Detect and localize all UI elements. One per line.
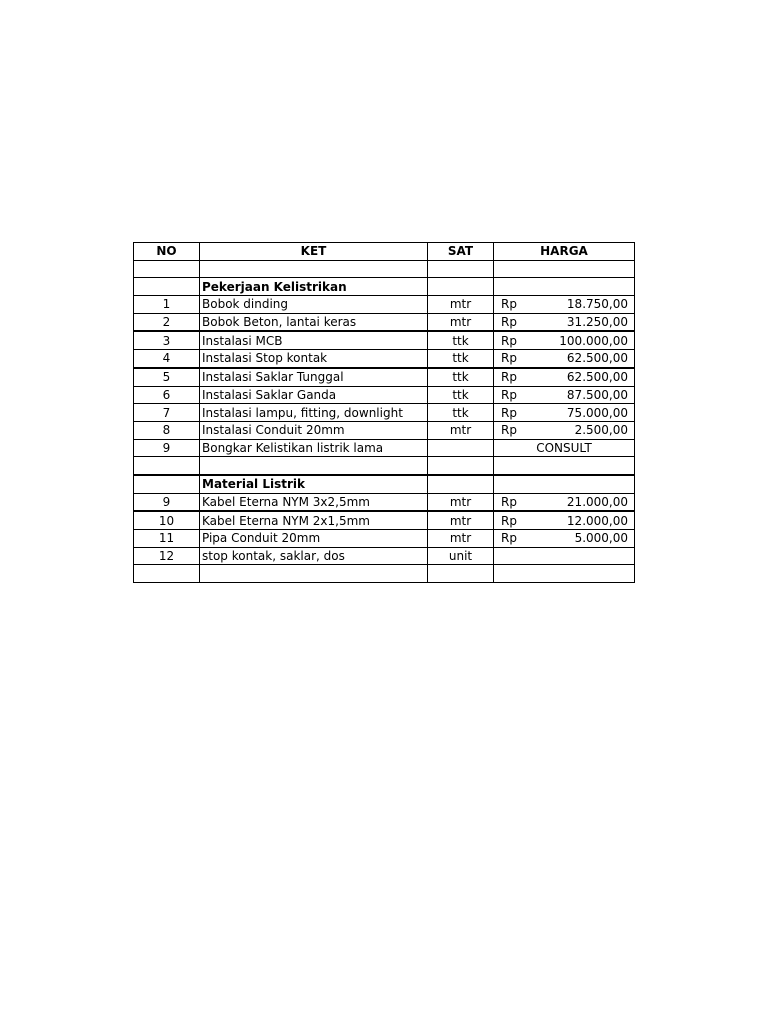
cell-ket: Instalasi Conduit 20mm: [200, 421, 428, 439]
cell-ket: [200, 565, 428, 583]
harga-value: [496, 387, 632, 403]
cell-ket: Instalasi Stop kontak: [200, 350, 428, 368]
cell-ket: Kabel Eterna NYM 2x1,5mm: [200, 511, 428, 529]
amount-value: 5.000,00: [574, 531, 628, 546]
section-title: Pekerjaan Kelistrikan: [200, 278, 428, 296]
cell-sat: ttk: [428, 404, 494, 422]
section-row: [134, 475, 635, 493]
harga-value: [496, 405, 632, 421]
cell-no: 8: [134, 421, 200, 439]
harga-value: [496, 513, 632, 529]
cell-sat: [428, 475, 494, 493]
blank-row: [134, 260, 635, 278]
cell-sat: mtr: [428, 493, 494, 511]
table-row: [134, 547, 635, 565]
cell-sat: [428, 439, 494, 457]
amount-value: 18.750,00: [566, 297, 628, 312]
cell-harga: [494, 565, 635, 583]
cell-ket: [200, 260, 428, 278]
price-list-sheet: [133, 242, 634, 583]
harga-value: [496, 530, 632, 546]
cell-no: [134, 278, 200, 296]
cell-sat: ttk: [428, 331, 494, 349]
harga-value: [496, 350, 632, 366]
table-row: [134, 386, 635, 404]
cell-ket: Instalasi MCB: [200, 331, 428, 349]
header-ket: KET: [200, 243, 428, 261]
cell-harga: [494, 404, 635, 422]
cell-ket: Kabel Eterna NYM 3x2,5mm: [200, 493, 428, 511]
cell-ket: stop kontak, saklar, dos: [200, 547, 428, 565]
cell-harga: [494, 439, 635, 457]
amount-value: 62.500,00: [566, 351, 628, 366]
harga-note: CONSULT: [536, 440, 592, 455]
cell-no: 9: [134, 439, 200, 457]
cell-harga: [494, 260, 635, 278]
cell-harga: [494, 296, 635, 314]
header-harga: HARGA: [494, 243, 635, 261]
cell-harga: [494, 530, 635, 548]
currency-label: Rp: [501, 531, 517, 546]
amount-value: 21.000,00: [566, 494, 628, 509]
cell-harga: [494, 313, 635, 331]
cell-no: [134, 260, 200, 278]
table-row: [134, 313, 635, 331]
header-sat: SAT: [428, 243, 494, 261]
cell-sat: unit: [428, 547, 494, 565]
cell-harga: [494, 368, 635, 386]
cell-ket: Instalasi Saklar Ganda: [200, 386, 428, 404]
harga-value: [496, 314, 632, 330]
cell-sat: ttk: [428, 386, 494, 404]
cell-sat: mtr: [428, 530, 494, 548]
cell-no: 12: [134, 547, 200, 565]
amount-value: 31.250,00: [566, 315, 628, 330]
cell-ket: Bobok dinding: [200, 296, 428, 314]
cell-ket: Instalasi Saklar Tunggal: [200, 368, 428, 386]
blank-row: [134, 565, 635, 583]
cell-sat: ttk: [428, 368, 494, 386]
currency-label: Rp: [501, 333, 517, 348]
cell-no: 10: [134, 511, 200, 529]
harga-value: [496, 422, 632, 438]
table-row: [134, 530, 635, 548]
cell-sat: ttk: [428, 350, 494, 368]
cell-harga: [494, 457, 635, 475]
cell-no: 11: [134, 530, 200, 548]
currency-label: Rp: [501, 405, 517, 420]
harga-value: [496, 296, 632, 312]
header-no: NO: [134, 243, 200, 261]
blank-row: [134, 457, 635, 475]
table-row: [134, 511, 635, 529]
cell-no: 2: [134, 313, 200, 331]
cell-no: [134, 565, 200, 583]
section-title: Material Listrik: [200, 475, 428, 493]
currency-label: Rp: [501, 423, 517, 438]
cell-ket: Bobok Beton, lantai keras: [200, 313, 428, 331]
table-body: [134, 260, 635, 582]
amount-value: 62.500,00: [566, 370, 628, 385]
cell-sat: [428, 260, 494, 278]
cell-sat: mtr: [428, 313, 494, 331]
currency-label: Rp: [501, 297, 517, 312]
table-row: [134, 368, 635, 386]
harga-value: [496, 333, 632, 349]
table-row: [134, 296, 635, 314]
cell-harga: [494, 278, 635, 296]
cell-no: 6: [134, 386, 200, 404]
cell-no: 1: [134, 296, 200, 314]
currency-label: Rp: [501, 315, 517, 330]
cell-harga: [494, 475, 635, 493]
section-row: [134, 278, 635, 296]
currency-label: Rp: [501, 387, 517, 402]
amount-value: 87.500,00: [566, 387, 628, 402]
amount-value: 12.000,00: [566, 513, 628, 528]
currency-label: Rp: [501, 351, 517, 366]
cell-no: 5: [134, 368, 200, 386]
cell-harga: [494, 350, 635, 368]
table-row: [134, 350, 635, 368]
cell-sat: [428, 278, 494, 296]
cell-harga: [494, 493, 635, 511]
table-row: [134, 404, 635, 422]
harga-value: [496, 494, 632, 510]
table-row: [134, 493, 635, 511]
cell-no: 7: [134, 404, 200, 422]
cell-no: [134, 475, 200, 493]
cell-no: 4: [134, 350, 200, 368]
amount-value: 75.000,00: [566, 405, 628, 420]
cell-harga: [494, 511, 635, 529]
harga-value: [496, 369, 632, 385]
cell-no: 9: [134, 493, 200, 511]
price-table: [133, 242, 635, 583]
table-row: [134, 439, 635, 457]
cell-sat: mtr: [428, 421, 494, 439]
header-row: [134, 243, 635, 261]
cell-sat: [428, 457, 494, 475]
cell-ket: Instalasi lampu, fitting, downlight: [200, 404, 428, 422]
cell-ket: Pipa Conduit 20mm: [200, 530, 428, 548]
amount-value: 100.000,00: [559, 333, 628, 348]
cell-ket: [200, 457, 428, 475]
currency-label: Rp: [501, 513, 517, 528]
table-row: [134, 331, 635, 349]
cell-harga: [494, 421, 635, 439]
currency-label: Rp: [501, 494, 517, 509]
cell-sat: [428, 565, 494, 583]
cell-ket: Bongkar Kelistikan listrik lama: [200, 439, 428, 457]
cell-harga: [494, 386, 635, 404]
cell-harga: [494, 331, 635, 349]
amount-value: 2.500,00: [574, 423, 628, 438]
table-row: [134, 421, 635, 439]
cell-sat: mtr: [428, 511, 494, 529]
cell-no: [134, 457, 200, 475]
cell-no: 3: [134, 331, 200, 349]
cell-sat: mtr: [428, 296, 494, 314]
cell-harga: [494, 547, 635, 565]
currency-label: Rp: [501, 370, 517, 385]
